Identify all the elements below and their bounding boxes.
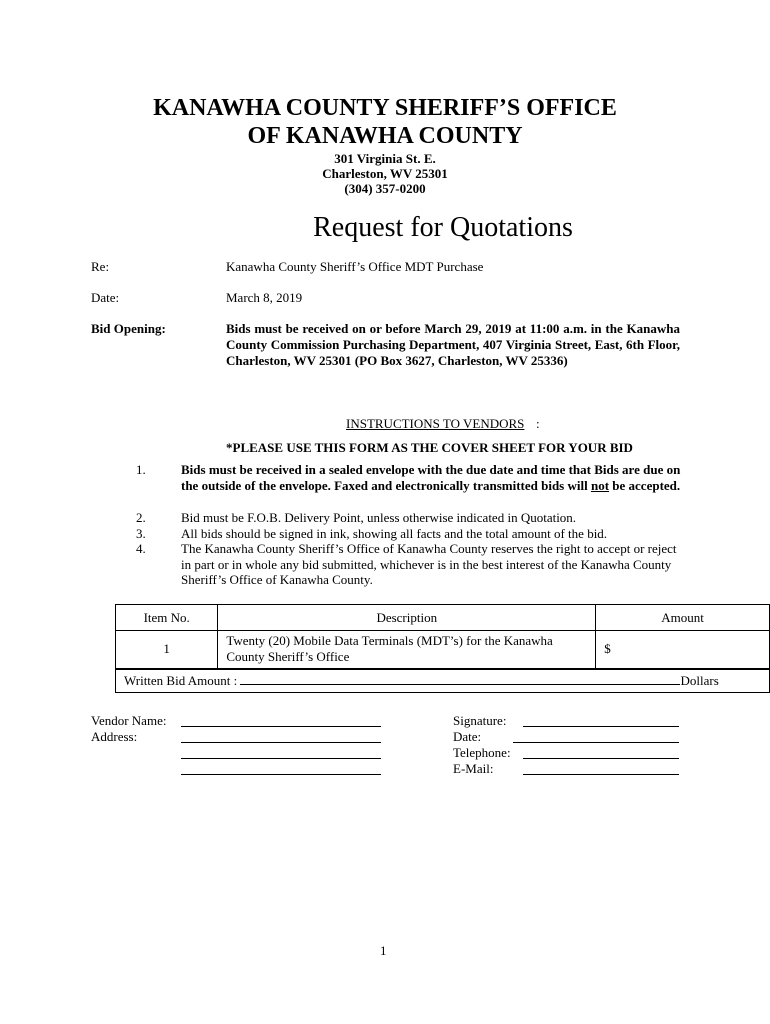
page-number: 1 <box>380 943 387 958</box>
table-header-amount: Amount <box>596 605 770 631</box>
signature-label: Signature: <box>453 713 507 728</box>
item-no-cell: 1 <box>116 631 218 669</box>
instruction-text-4: The Kanawha County Sheriff’s Office of Kanawha County reserves the right to accept or reject in part or in whole any bid submitted, whichever is in the best interest of the Kanawha County Sheriff’s Office of Kanawha County. <box>181 541 677 587</box>
table-header-item-no: Item No. <box>116 605 218 631</box>
instructions-colon: : <box>536 416 540 431</box>
instruction-text-3: All bids should be signed in ink, showing all facts and the total amount of the bid. <box>181 525 608 541</box>
instruction-number: 4. <box>136 541 146 556</box>
instruction-number: 1. <box>136 462 146 477</box>
re-label: Re: <box>91 259 110 274</box>
vendor-name-line[interactable] <box>181 714 381 727</box>
date-line[interactable] <box>513 730 679 743</box>
office-title-line2: OF KANAWHA COUNTY <box>247 123 523 149</box>
address-line-3[interactable] <box>181 762 381 775</box>
vendor-name-label: Vendor Name: <box>91 713 167 728</box>
date-label: Date: <box>91 290 120 305</box>
cover-sheet-note: *PLEASE USE THIS FORM AS THE COVER SHEET FOR YOUR BID <box>226 440 633 455</box>
bid-opening-value: Bids must be received on or before March 29, 2019 at 11:00 a.m. in the Kanawha County Commission Purchasing Department, 407 Virginia Street, East, 6th Floor, Charleston, WV 25301 (PO Box 3627, Charleston, WV 25336) <box>226 321 680 368</box>
date-field-label: Date: <box>453 729 482 744</box>
signature-line[interactable] <box>523 714 679 727</box>
instructions-title: INSTRUCTIONS TO VENDORS <box>346 416 525 431</box>
telephone-line[interactable] <box>523 746 679 759</box>
instruction-text-2: Bid must be F.O.B. Delivery Point, unless otherwise indicated in Quotation. <box>181 510 577 525</box>
instruction-text-1: Bids must be received in a sealed envelope with the due date and time that Bids are due on the outside of the envelope. Faxed and electronically transmitted bids will not be accepted. <box>181 462 681 493</box>
address-street: 301 Virginia St. E. <box>334 151 436 166</box>
telephone-label: Telephone: <box>453 745 511 760</box>
document-title: Request for Quotations <box>313 212 573 243</box>
instruction-number: 3. <box>136 525 146 541</box>
description-cell: Twenty (20) Mobile Data Terminals (MDT’s) for the Kanawha County Sheriff’s Office <box>218 631 596 669</box>
date-value: March 8, 2019 <box>226 290 303 305</box>
address-city: Charleston, WV 25301 <box>322 166 448 181</box>
table-header-description: Description <box>218 605 596 631</box>
office-title-line1: KANAWHA COUNTY SHERIFF’S OFFICE <box>153 95 617 121</box>
re-value: Kanawha County Sheriff’s Office MDT Purchase <box>226 259 484 274</box>
email-line[interactable] <box>523 762 679 775</box>
instruction-number: 2. <box>136 510 146 525</box>
address-phone: (304) 357-0200 <box>344 181 426 196</box>
dollars-label: Dollars <box>680 673 719 689</box>
address-line-1[interactable] <box>181 730 381 743</box>
written-bid-amount-line[interactable] <box>240 672 680 685</box>
amount-cell[interactable]: $ <box>596 631 770 669</box>
email-label: E-Mail: <box>453 761 494 776</box>
written-bid-amount-row[interactable] <box>116 669 770 693</box>
bid-opening-label: Bid Opening: <box>91 321 166 336</box>
address-label: Address: <box>91 729 138 744</box>
address-line-2[interactable] <box>181 746 381 759</box>
bid-table <box>115 604 770 693</box>
written-bid-amount-label: Written Bid Amount : <box>124 673 241 689</box>
